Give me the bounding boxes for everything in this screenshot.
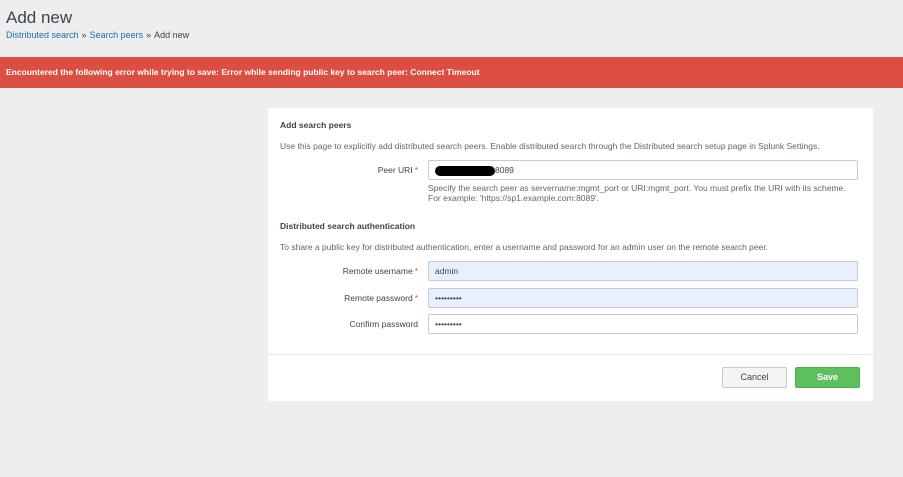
remote-password-input[interactable]: •••••••••: [428, 288, 858, 308]
peer-uri-help: Specify the search peer as servername:mgmt_port or URI:mgmt_port. You must prefix the URI with its scheme. For example: 'https://sp1.example.com:8089'.: [428, 183, 846, 203]
error-message: Encountered the following error while trying to save: Error while sending public key to search peer: Connect Timeout: [6, 67, 480, 77]
breadcrumb-link-distributed-search[interactable]: Distributed search: [6, 30, 79, 40]
auth-section-heading: Distributed search authentication: [280, 221, 416, 231]
peer-uri-label: Peer URI *: [377, 165, 418, 175]
breadcrumb-separator: »: [146, 30, 152, 40]
breadcrumb-separator: »: [81, 30, 87, 40]
peer-uri-input[interactable]: [428, 160, 858, 180]
footer-divider: [268, 354, 873, 355]
error-banner: [0, 57, 903, 88]
breadcrumb-current: Add new: [154, 30, 190, 40]
page-title: Add new: [6, 8, 73, 27]
cancel-button[interactable]: Cancel: [722, 367, 787, 388]
add-search-peers-description: Use this page to explicitly add distributed search peers. Enable distributed search through the Distributed search setup page in Splunk Settings.: [280, 141, 820, 151]
required-marker: *: [414, 165, 418, 175]
add-search-peers-heading: Add search peers: [280, 120, 352, 130]
auth-section-description: To share a public key for distributed authentication, enter a username and password for an admin user on the remote search peer.: [280, 242, 769, 252]
form-panel: [268, 108, 873, 401]
required-marker: *: [414, 266, 418, 276]
breadcrumb: [6, 30, 189, 40]
peer-uri-value: 8089: [495, 165, 514, 175]
required-marker: *: [414, 293, 418, 303]
confirm-password-input[interactable]: •••••••••: [428, 314, 858, 334]
redacted-peer-host: [435, 166, 495, 176]
remote-username-input[interactable]: admin: [428, 261, 858, 281]
breadcrumb-link-search-peers[interactable]: Search peers: [89, 30, 144, 40]
remote-password-label: Remote password *: [344, 293, 418, 303]
save-button[interactable]: Save: [795, 367, 860, 388]
remote-username-label: Remote username *: [342, 266, 418, 276]
confirm-password-label: Confirm password: [349, 319, 418, 329]
